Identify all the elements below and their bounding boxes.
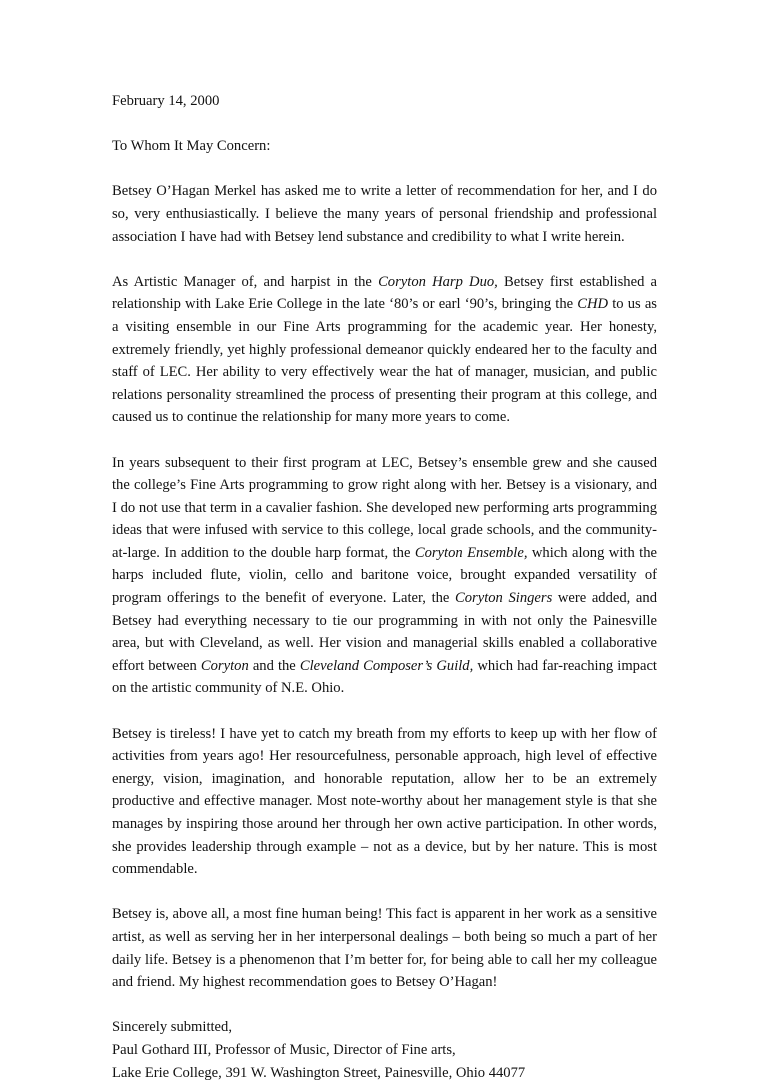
- composers-guild-name: Cleveland Composer’s Guild,: [299, 657, 474, 674]
- paragraph-3-text-b: which along with the harps included flute, violin, cello and baritone voice, brought expanded versatility of program offerings to the benefit of everyone. Later, the: [112, 544, 657, 607]
- coryton-ensemble-name: Coryton Ensemble,: [414, 544, 528, 561]
- signer-line: Paul Gothard III, Professor of Music, Director of Fine arts,: [112, 1041, 456, 1058]
- paragraph-3-text-a: In years subsequent to their first program at LEC, Betsey’s ensemble grew and she caused the college’s Fine Arts programming to grow right along with her. Betsey is a visionary, and I do not use that term in a cavalier fashion. She developed new performing arts programming ideas that were infused with service to this college, local grade schools, and the community-at-large. In addition to the double harp format, the: [112, 454, 657, 561]
- paragraph-3: [112, 452, 657, 701]
- paragraph-1: Betsey O’Hagan Merkel has asked me to write a letter of recommendation for her, and I do so, very enthusiastically. I believe the many years of personal friendship and professional association I have had with Betsey lend substance and credibility to what I write herein.: [112, 183, 657, 245]
- paragraph-2: [112, 271, 657, 429]
- paragraph-3-text-c: were added, and Betsey had everything necessary to tie our programming in with not only the Painesville area, but with Cleveland, as well. Her vision and managerial skills enabled a collaborative effort between: [112, 590, 657, 674]
- paragraph-3-text-e: which had far-reaching impact on the artistic community of N.E. Ohio.: [112, 657, 657, 697]
- paragraph-2-text-b: Betsey first established a relationship with Lake Erie College in the late ‘80’s or earl ‘90’s, bringing the: [112, 273, 657, 313]
- signature-block: [112, 1016, 657, 1084]
- coryton-name: Coryton: [200, 657, 249, 674]
- salutation: To Whom It May Concern:: [112, 138, 271, 155]
- letter-date: February 14, 2000: [112, 93, 220, 109]
- coryton-singers-name: Coryton Singers: [455, 590, 553, 607]
- paragraph-2-text-a: As Artistic Manager of, and harpist in the: [112, 273, 379, 290]
- paragraph-4: Betsey is tireless! I have yet to catch my breath from my efforts to keep up with her flow of activities from years ago! Her resourcefulness, personable approach, high level of effective energy, vision, imagination, and honorable reputation, allow her to be an extremely productive and effective manager. Most note-worthy about her management style is that she manages by inspiring those around her through her own active participation. In other words, she provides leadership through example – not as a device, but by her nature. This is most commendable.: [112, 725, 657, 878]
- chd-abbreviation: CHD: [577, 296, 609, 313]
- letter-page: [112, 90, 657, 1084]
- closing-line: Sincerely submitted,: [112, 1019, 232, 1036]
- paragraph-2-text-c: to us as a visiting ensemble in our Fine Arts programming for the academic year. Her honesty, extremely friendly, yet highly professional demeanor quickly endeared her to the faculty and staff of LEC. Her ability to very effectively wear the hat of manager, musician, and public relations personality streamlined the process of presenting their program at this college, and caused us to continue the relationship for many more years to come.: [112, 296, 657, 426]
- paragraph-5: Betsey is, above all, a most fine human being! This fact is apparent in her work as a sensitive artist, as well as serving her in her interpersonal dealings – both being so much a part of her daily life. Betsey is a phenomenon that I’m better for, for being able to call her my colleague and friend. My highest recommendation goes to Betsey O’Hagan!: [112, 906, 657, 991]
- paragraph-3-text-d: and the: [248, 657, 300, 674]
- address-line: Lake Erie College, 391 W. Washington Street, Painesville, Ohio 44077: [112, 1064, 526, 1081]
- coryton-harp-duo-name: Coryton Harp Duo,: [378, 273, 498, 290]
